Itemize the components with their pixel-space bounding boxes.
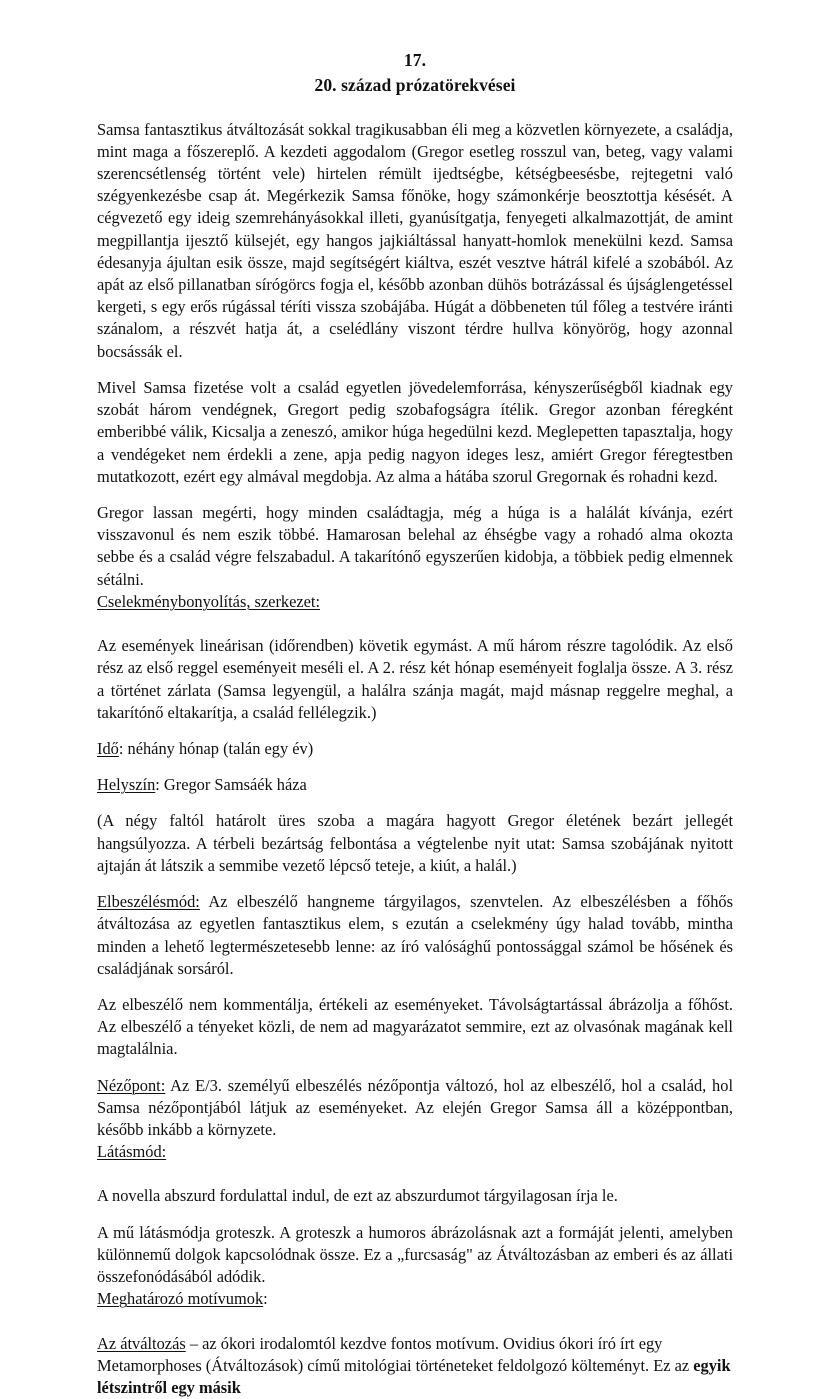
label-helyszin: Helyszín xyxy=(97,775,156,795)
text-elbeszelesmod: Az elbeszélő hangneme tárgyilagos, szenvtelen. Az elbeszélésben a főhős átváltozása az egyetlen fantasztikus elem, s ezután a cselekmény úgy halad tovább, mintha minden a lehető legtermészetesebb lenne: az író valósághű pontossággal számol be hősének és családjának sorsáról. xyxy=(97,892,733,978)
document-body xyxy=(97,49,733,1399)
paragraph-nezopont xyxy=(97,1075,733,1142)
paragraph-plot-summary-2: Mivel Samsa fizetése volt a család egyetlen jövedelemforrása, kényszerűségből kiadnak egy szobát három vendégnek, Gregort pedig szobafogságra ítélik. Gregor azonban féregként emberibbé válik, Kicsalja a zeneszó, amikor húga hegedülni kezd. Meglepetten tapasztalja, hogy a vendégeket nem érdekli a zene, apja pedig nagyon ideges lesz, amiért Gregor féregtestben mutatkozott, ezért egy almával megdobja. Az alma a hátába szorul Gregornak és rohadni kezd. xyxy=(97,377,733,486)
text-helyszin: : Gregor Samsáék háza xyxy=(155,775,307,795)
page-title: 20. század prózatörekvései xyxy=(314,74,516,95)
label-motivumok: Meghatározó motívumok xyxy=(97,1289,264,1309)
paragraph-latasmod-2: A mű látásmódja groteszk. A groteszk a humoros ábrázolásnak azt a formáját jelenti, amelyben különnemű dolgok kapcsolódnak össze. Ez a „furcsaság" az Átváltozásban az emberi és az állati összefonódásából adódik. xyxy=(97,1222,733,1287)
text-atvaltozas-emphasis: egyik létszintről egy másik xyxy=(97,1355,731,1397)
text-atvaltozas: – az ókori irodalomtól kezdve fontos motívum. Ovidius ókori író írt egy Metamorphoses (Átváltozások) című mitológiai történeteket feldolgozó költeményt. Ez az xyxy=(97,1333,694,1375)
paragraph-helyszin xyxy=(97,774,733,796)
paragraph-helyszin-note: (A négy faltól határolt üres szoba a magára hagyott Gregor életének bezárt jellegét hangsúlyozza. A térbeli bezártság felbontása a végtelenbe nyit utat: Samsa szobájának nyitott ajtaján át látszik a semmibe vezető lépcső teteje, a kiút, a halál.) xyxy=(97,811,733,875)
paragraph-plot-summary-1: Samsa fantasztikus átváltozását sokkal tragikusabban éli meg a közvetlen környezete, a családja, mint maga a főszereplő. A kezdeti aggodalom (Gregor esetleg rosszul van, beteg, vagy valami szerencsétlenség történt vele) hirtelen rémült ijedtségbe, kétségbeesésbe, rejtegetni való szégyenkezésbe csap át. Megérkezik Samsa főnöke, hogy számonkérje beosztottja késését. A cégvezető egy ideig szemrehányásokkal illeti, gyanúsítgatja, fenyegeti alkalmazottját, de amint megpillantja ijesztő külsejét, egy hangos jajkiáltással hanyatt-homlok menekülni kezd. Samsa édesanyja ájultan esik össze, majd segítségért kiáltva, eszét vesztve hátrál kifelé a szobából. Az apát az első pillanatban sírógörcs fogja el, később azonban dühös botrázással és újságlengetéssel kergeti, s egy erős rúgással téríti vissza szobájába. Húgát a döbbeneten túl főleg a testvére iránti szánalom, a részvét hatja át, a cselédlány viszont térdre hullva könyörög, hogy azonnal bocsássák el. xyxy=(97,119,733,361)
label-latasmod: Látásmód: xyxy=(97,1142,167,1162)
paragraph-ido xyxy=(97,738,733,760)
paragraph-elbeszelesmod xyxy=(97,891,733,980)
text-nezopont: Az E/3. személyű elbeszélés nézőpontja változó, hol az elbeszélő, hol a család, hol Samsa nézőpontjából látjuk az eseményeket. Az elején Gregor Samsa áll a középpontban, később inkább a környzete. xyxy=(97,1075,733,1140)
label-ido: Idő xyxy=(97,738,119,758)
section-heading-motivumok xyxy=(97,1288,733,1310)
paragraph-latasmod-1: A novella abszurd fordulattal indul, de ezt az abszurdumot tárgyilagosan írja le. xyxy=(97,1186,618,1206)
section-heading-latasmod xyxy=(97,1141,733,1163)
paragraph-plot-summary-3: Gregor lassan megérti, hogy minden családtagja, még a húga is a halálát kívánja, ezért visszavonul és nem eszik többé. Hamarosan belehal az éhségbe vagy a rohadó alma okozta sebbe és a család végre felszabadul. A takarítónő egyszerűen kidobja, a többiek pedig elmennek sétálni. xyxy=(97,503,733,589)
page-number-heading: 17. xyxy=(403,50,427,70)
paragraph-elbeszelesmod-extra: Az elbeszélő nem kommentálja, értékeli az eseményeket. Távolságtartással ábrázolja a főhőst. Az elbeszélő a tényeket közli, de nem ad magyarázatot semmire, ezt az olvasónak magának kell magtalálnia. xyxy=(97,994,733,1059)
section-heading-cselekmenybonyolitas-label: Cselekménybonyolítás, szerkezet: xyxy=(97,591,321,611)
label-motivumok-colon: : xyxy=(263,1289,268,1309)
paragraph-atvaltozas-motivum xyxy=(97,1333,733,1399)
label-nezopont: Nézőpont: xyxy=(97,1075,166,1095)
paragraph-cselekmenybonyolitas-body: Az események lineárisan (időrendben) követik egymást. A mű három részre tagolódik. Az első rész az első reggel eseményeit meséli el. A 2. rész két hónap eseményeit foglalja össze. A 3. rész a történet zárlata (Samsa legyengül, a halálra szánja magát, majd másnap reggelre meghal, a takarítónő eltakarítja, a család fellélegzik.) xyxy=(97,636,733,722)
label-elbeszelesmod: Elbeszélésmód: xyxy=(97,892,200,912)
text-ido: : néhány hónap (talán egy év) xyxy=(118,738,314,758)
label-atvaltozas: Az átváltozás xyxy=(97,1333,186,1353)
section-heading-cselekmenybonyolitas xyxy=(97,591,733,613)
